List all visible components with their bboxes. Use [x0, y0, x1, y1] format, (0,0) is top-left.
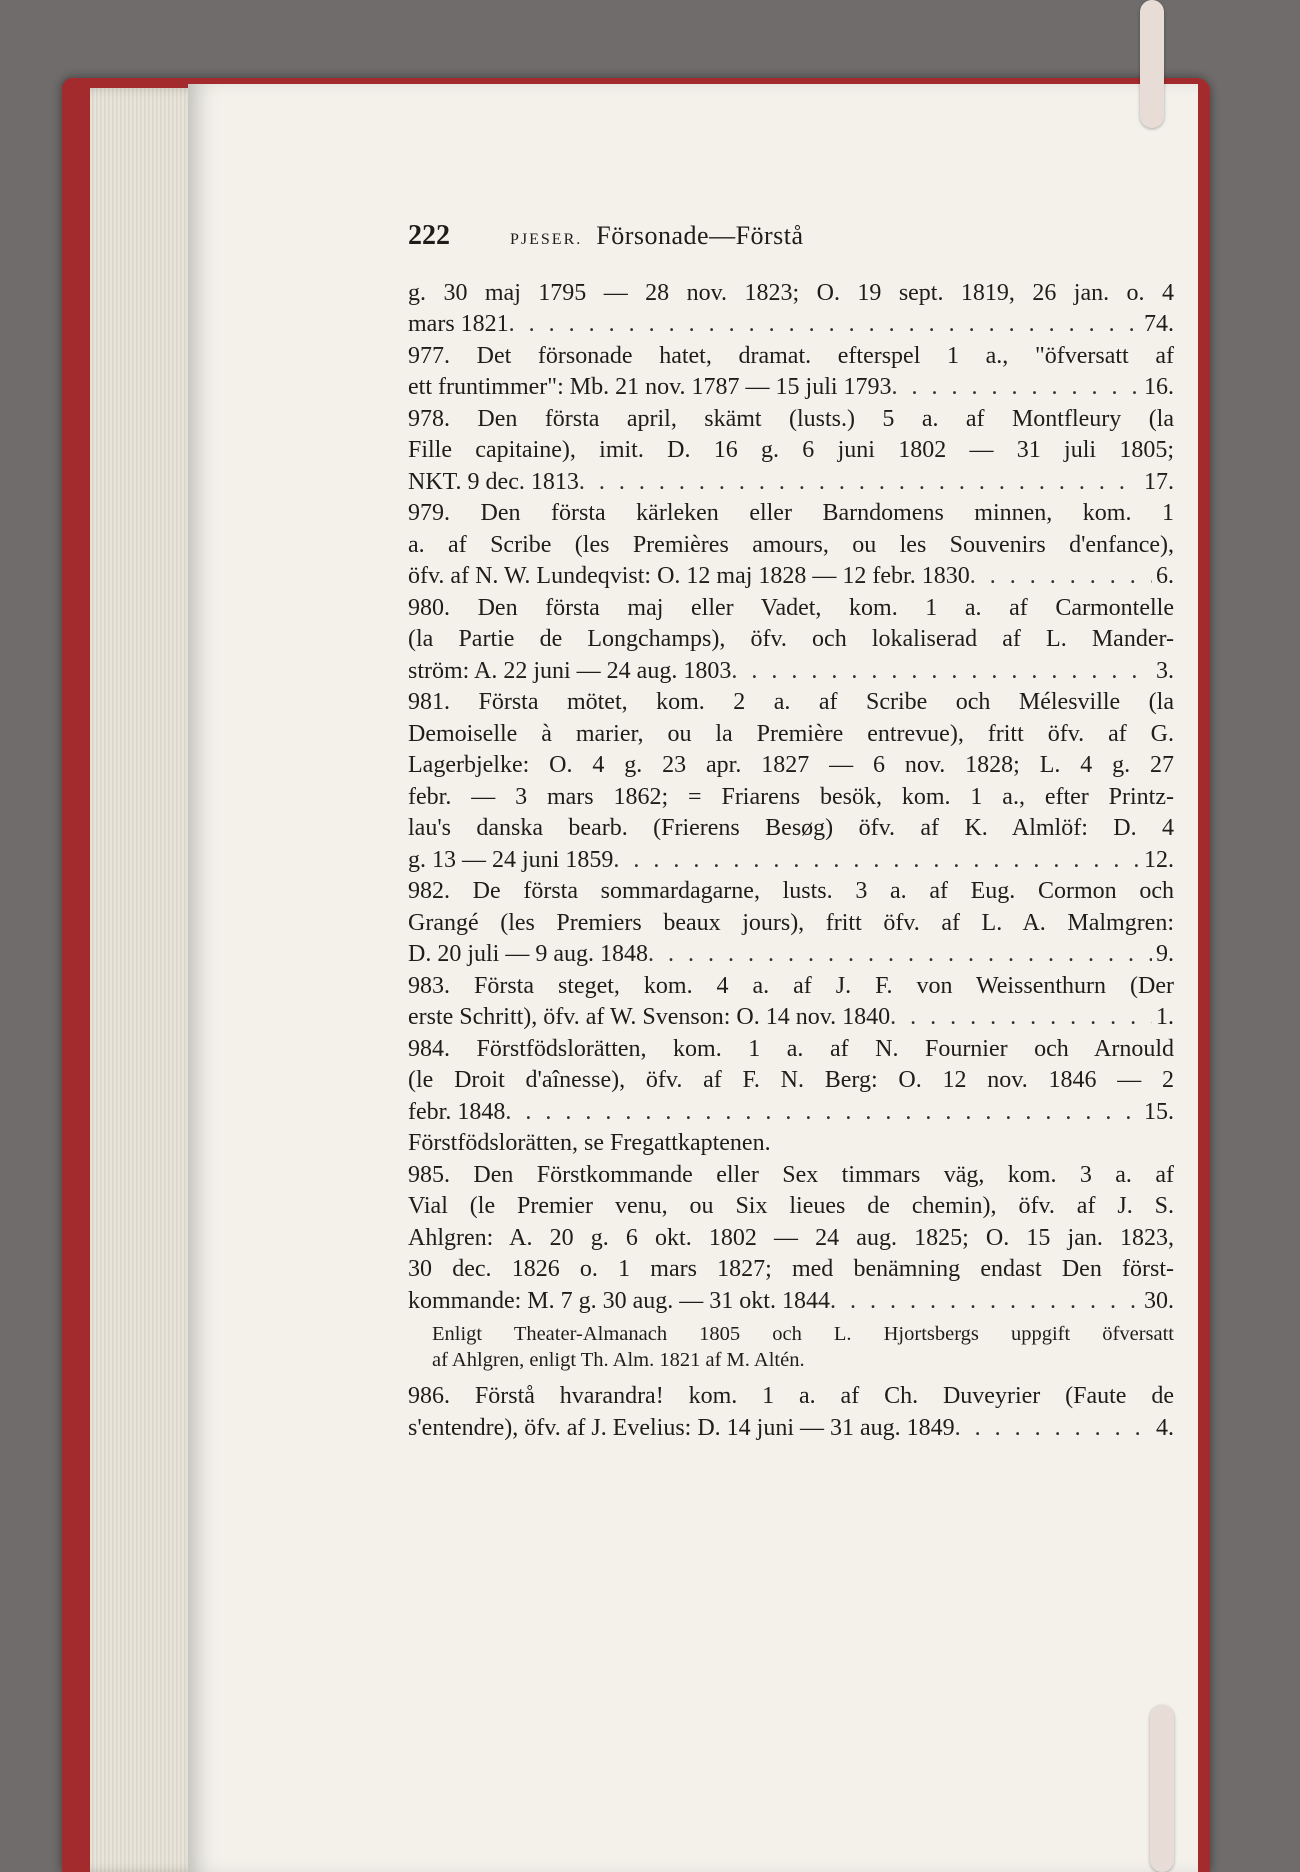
- text-line: Lagerbjelke: O. 4 g. 23 apr. 1827 — 6 nov. 1828; L. 4 g. 27: [408, 752, 1174, 778]
- text-line: 986. Förstå hvarandra! kom. 1 a. af Ch. Duveyrier (Faute de: [408, 1383, 1174, 1409]
- dot-leader: [890, 1002, 1152, 1034]
- entry-range: Försonade—Förstå: [596, 221, 804, 250]
- line-text: ett fruntimmer": Mb. 21 nov. 1787 — 15 juli 1793: [408, 374, 892, 400]
- text-line: 977. Det försonade hatet, dramat. efterspel 1 a., "öfversatt af: [408, 342, 1174, 369]
- text-line: [408, 309, 1174, 341]
- entry-note: [408, 1321, 1174, 1373]
- dot-leader: [955, 1413, 1152, 1445]
- page-reference: 30.: [1144, 1287, 1174, 1314]
- line-text: D. 20 juli — 9 aug. 1848: [408, 941, 648, 967]
- dot-leader: [505, 1097, 1140, 1129]
- text-line: (le Droit d'aînesse), öfv. af F. N. Berg: O. 12 nov. 1846 — 2: [408, 1067, 1174, 1093]
- page-reference: 17.: [1144, 468, 1174, 495]
- page-reference: 74.: [1144, 311, 1174, 337]
- text-line: [408, 561, 1174, 593]
- text-line: 980. Den första maj eller Vadet, kom. 1 a. af Carmontelle: [408, 594, 1174, 621]
- text-line: 985. Den Förstkommande eller Sex timmars väg, kom. 3 a. af: [408, 1161, 1174, 1188]
- page-reference: 3.: [1156, 657, 1174, 684]
- text-line: 984. Förstfödslorätten, kom. 1 a. af N. Fournier och Arnould: [408, 1035, 1174, 1062]
- dot-leader: [830, 1286, 1140, 1318]
- text-line: [408, 1413, 1174, 1445]
- text-line: Fille capitaine), imit. D. 16 g. 6 juni 1802 — 31 juli 1805;: [408, 437, 1174, 463]
- dot-leader: [892, 372, 1140, 404]
- page-reference: 9.: [1156, 941, 1174, 967]
- text-line: Grangé (les Premiers beaux jours), fritt öfv. af L. A. Malmgren:: [408, 909, 1174, 936]
- running-header: [408, 220, 1174, 256]
- page-reference: 4.: [1156, 1414, 1174, 1441]
- dot-leader: [509, 309, 1140, 341]
- text-line: g. 30 maj 1795 — 28 nov. 1823; O. 19 sept. 1819, 26 jan. o. 4: [408, 279, 1174, 306]
- text-line: Enligt Theater-Almanach 1805 och L. Hjortsbergs uppgift öfversatt: [432, 1323, 1174, 1345]
- text-line: 982. De första sommardagarne, lusts. 3 a. af Eug. Cormon och: [408, 878, 1174, 904]
- text-line: [408, 467, 1174, 499]
- text-line: [408, 845, 1174, 877]
- line-text: NKT. 9 dec. 1813: [408, 468, 579, 495]
- text-line: a. af Scribe (les Premières amours, ou les Souvenirs d'enfance),: [408, 531, 1174, 558]
- text-line: 979. Den första kärleken eller Barndomens minnen, kom. 1: [408, 500, 1174, 526]
- text-line: Demoiselle à marier, ou la Première entrevue), fritt öfv. af G.: [408, 720, 1174, 747]
- text-line: lau's danska bearb. (Frierens Besøg) öfv. af K. Almlöf: D. 4: [408, 815, 1174, 841]
- dot-leader: [579, 467, 1140, 499]
- page-number: 222: [408, 220, 450, 251]
- catalog-entries-end: [408, 1381, 1174, 1444]
- dot-leader: [970, 561, 1152, 593]
- text-line: 983. Första steget, kom. 4 a. af J. F. von Weissenthurn (Der: [408, 972, 1174, 999]
- page-content: [408, 220, 1174, 1444]
- text-line: [408, 1286, 1174, 1318]
- text-line: Vial (le Premier venu, ou Six lieues de chemin), öfv. af J. S.: [408, 1193, 1174, 1219]
- text-line: febr. — 3 mars 1862; = Friarens besök, kom. 1 a., efter Printz-: [408, 783, 1174, 810]
- text-line: af Ahlgren, enligt Th. Alm. 1821 af M. Altén.: [432, 1349, 805, 1371]
- catalog-entries: [408, 278, 1174, 1318]
- section-title: PJESER.: [510, 231, 583, 248]
- line-text: öfv. af N. W. Lundeqvist: O. 12 maj 1828 — 12 febr. 1830: [408, 563, 970, 589]
- dot-leader: [648, 939, 1152, 971]
- text-line: Förstfödslorätten, se Fregattkaptenen.: [408, 1130, 771, 1156]
- text-line: (la Partie de Longchamps), öfv. och lokaliserad af L. Mander-: [408, 626, 1174, 652]
- page-reference: 1.: [1156, 1004, 1174, 1030]
- text-line: Ahlgren: A. 20 g. 6 okt. 1802 — 24 aug. 1825; O. 15 jan. 1823,: [408, 1224, 1174, 1251]
- page-edges: [90, 88, 200, 1872]
- line-text: kommande: M. 7 g. 30 aug. — 31 okt. 1844: [408, 1287, 830, 1314]
- page-tab-top: [1140, 0, 1164, 128]
- text-line: 30 dec. 1826 o. 1 mars 1827; med benämning endast Den först-: [408, 1256, 1174, 1282]
- line-text: s'entendre), öfv. af J. Evelius: D. 14 juni — 31 aug. 1849: [408, 1414, 955, 1441]
- dot-leader: [613, 845, 1140, 877]
- page-reference: 12.: [1144, 846, 1174, 873]
- page-reference: 16.: [1144, 374, 1174, 400]
- line-text: febr. 1848: [408, 1098, 506, 1125]
- text-line: [408, 372, 1174, 404]
- line-text: erste Schritt), öfv. af W. Svenson: O. 14 nov. 1840: [408, 1004, 891, 1030]
- text-line: 978. Den första april, skämt (lusts.) 5 a. af Montfleury (la: [408, 405, 1174, 432]
- line-text: mars 1821: [408, 311, 509, 337]
- text-line: [408, 1097, 1174, 1129]
- text-line: [408, 939, 1174, 971]
- page-tab-bottom: [1150, 1705, 1174, 1872]
- text-line: 981. Första mötet, kom. 2 a. af Scribe och Mélesville (la: [408, 689, 1174, 715]
- page-reference: 6.: [1156, 563, 1174, 589]
- line-text: ström: A. 22 juni — 24 aug. 1803: [408, 657, 732, 684]
- page-reference: 15.: [1144, 1098, 1174, 1125]
- line-text: g. 13 — 24 juni 1859: [408, 846, 614, 873]
- text-line: [408, 1002, 1174, 1034]
- dot-leader: [731, 656, 1152, 688]
- text-line: [408, 656, 1174, 688]
